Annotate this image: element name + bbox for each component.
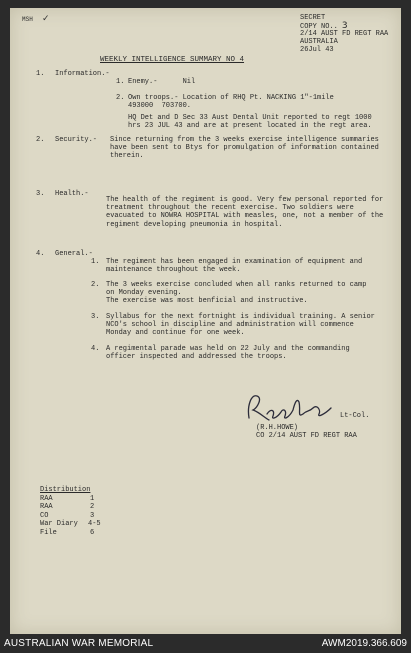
general-2-number: 2. bbox=[91, 281, 100, 289]
archive-id: AWM2019.366.609 bbox=[321, 638, 407, 649]
corner-tick-mark: ✓ bbox=[42, 14, 50, 24]
distribution-list bbox=[40, 495, 100, 537]
section-3-text: The health of the regiment is good. Very few personal reported for treatment throughout the recent exercise. Two soldiers were evacuated to NOWRA HOSPITAL with measles, one, not a member of the regiment developing pneumonia in hospital. bbox=[106, 196, 384, 229]
copy-number-label: COPY NO.. 3 bbox=[300, 21, 348, 31]
general-3-text: Syllabus for the next fortnight is individual training. A senior NCO's school in discipline and administration will commence Monday and continue for one week. bbox=[106, 313, 375, 338]
country-header: AUSTRALIA bbox=[300, 38, 338, 46]
general-2-text-2: The exercise was most benficial and instructive. bbox=[106, 297, 308, 305]
item-1-2-number: 2. bbox=[116, 94, 125, 102]
general-4-text: A regimental parade was held on 22 July and the commanding officer inspected and addressed the troops. bbox=[106, 345, 350, 362]
distribution-title: Distribution bbox=[40, 486, 91, 494]
distribution-row: RAA 2 bbox=[40, 503, 95, 512]
general-2-text: The 3 weeks exercise concluded when all ranks returned to camp on Monday evening. bbox=[106, 281, 367, 298]
item-1-3-text: HQ Det and D Sec 33 Aust Dental Unit reported to regt 1000 hrs 23 JUL 43 and are at present located in the regt area. bbox=[128, 114, 372, 131]
general-1-number: 1. bbox=[91, 258, 100, 266]
section-2-heading: Security.- bbox=[55, 136, 98, 144]
section-4-heading: General.- bbox=[55, 250, 93, 258]
date-header: 26Jul 43 bbox=[300, 46, 334, 54]
handwritten-signature bbox=[243, 388, 338, 426]
unit-header: 2/14 AUST FD REGT RAA bbox=[300, 30, 389, 38]
security-classification: SECRET bbox=[300, 14, 326, 22]
section-3-heading: Health.- bbox=[55, 190, 89, 198]
top-left-mark: MSH bbox=[22, 16, 33, 23]
item-1-1-number: 1. bbox=[116, 78, 125, 86]
section-3-number: 3. bbox=[36, 190, 45, 198]
archive-footer bbox=[0, 634, 411, 653]
item-1-2-text: Own troops.- Location of RHQ Pt. NACKING 1"-1mile bbox=[128, 94, 334, 102]
distribution-row: CO 3 bbox=[40, 511, 95, 520]
signatory-name: (R.H.HOWE) bbox=[256, 424, 299, 432]
item-1-2-grid-ref: 493000 703700. bbox=[128, 102, 192, 110]
section-1-number: 1. bbox=[36, 70, 45, 78]
general-3-number: 3. bbox=[91, 313, 100, 321]
signatory-unit: CO 2/14 AUST FD REGT RAA bbox=[256, 432, 357, 440]
section-4-number: 4. bbox=[36, 250, 45, 258]
distribution-row: RAA 1 bbox=[40, 495, 95, 503]
signature-rank: Lt-Col. bbox=[340, 412, 370, 420]
section-2-text: Since returning from the 3 weeks exercise intelligence summaries have been sent to Btys for promulgation of information contained therein. bbox=[110, 136, 379, 161]
distribution-row: War Diary 4-5 bbox=[40, 520, 101, 529]
document-title: WEEKLY INTELLIGENCE SUMMARY NO 4 bbox=[100, 56, 245, 64]
archive-name: AUSTRALIAN WAR MEMORIAL bbox=[4, 638, 154, 649]
section-1-heading: Information.- bbox=[55, 70, 110, 78]
general-4-number: 4. bbox=[91, 345, 100, 353]
section-2-number: 2. bbox=[36, 136, 45, 144]
general-1-text: The regiment has been engaged in examination of equipment and maintenance throughout the week. bbox=[106, 258, 363, 275]
distribution-row: File 6 bbox=[40, 528, 95, 537]
item-1-1-text: Enemy.- Nil bbox=[128, 78, 196, 86]
